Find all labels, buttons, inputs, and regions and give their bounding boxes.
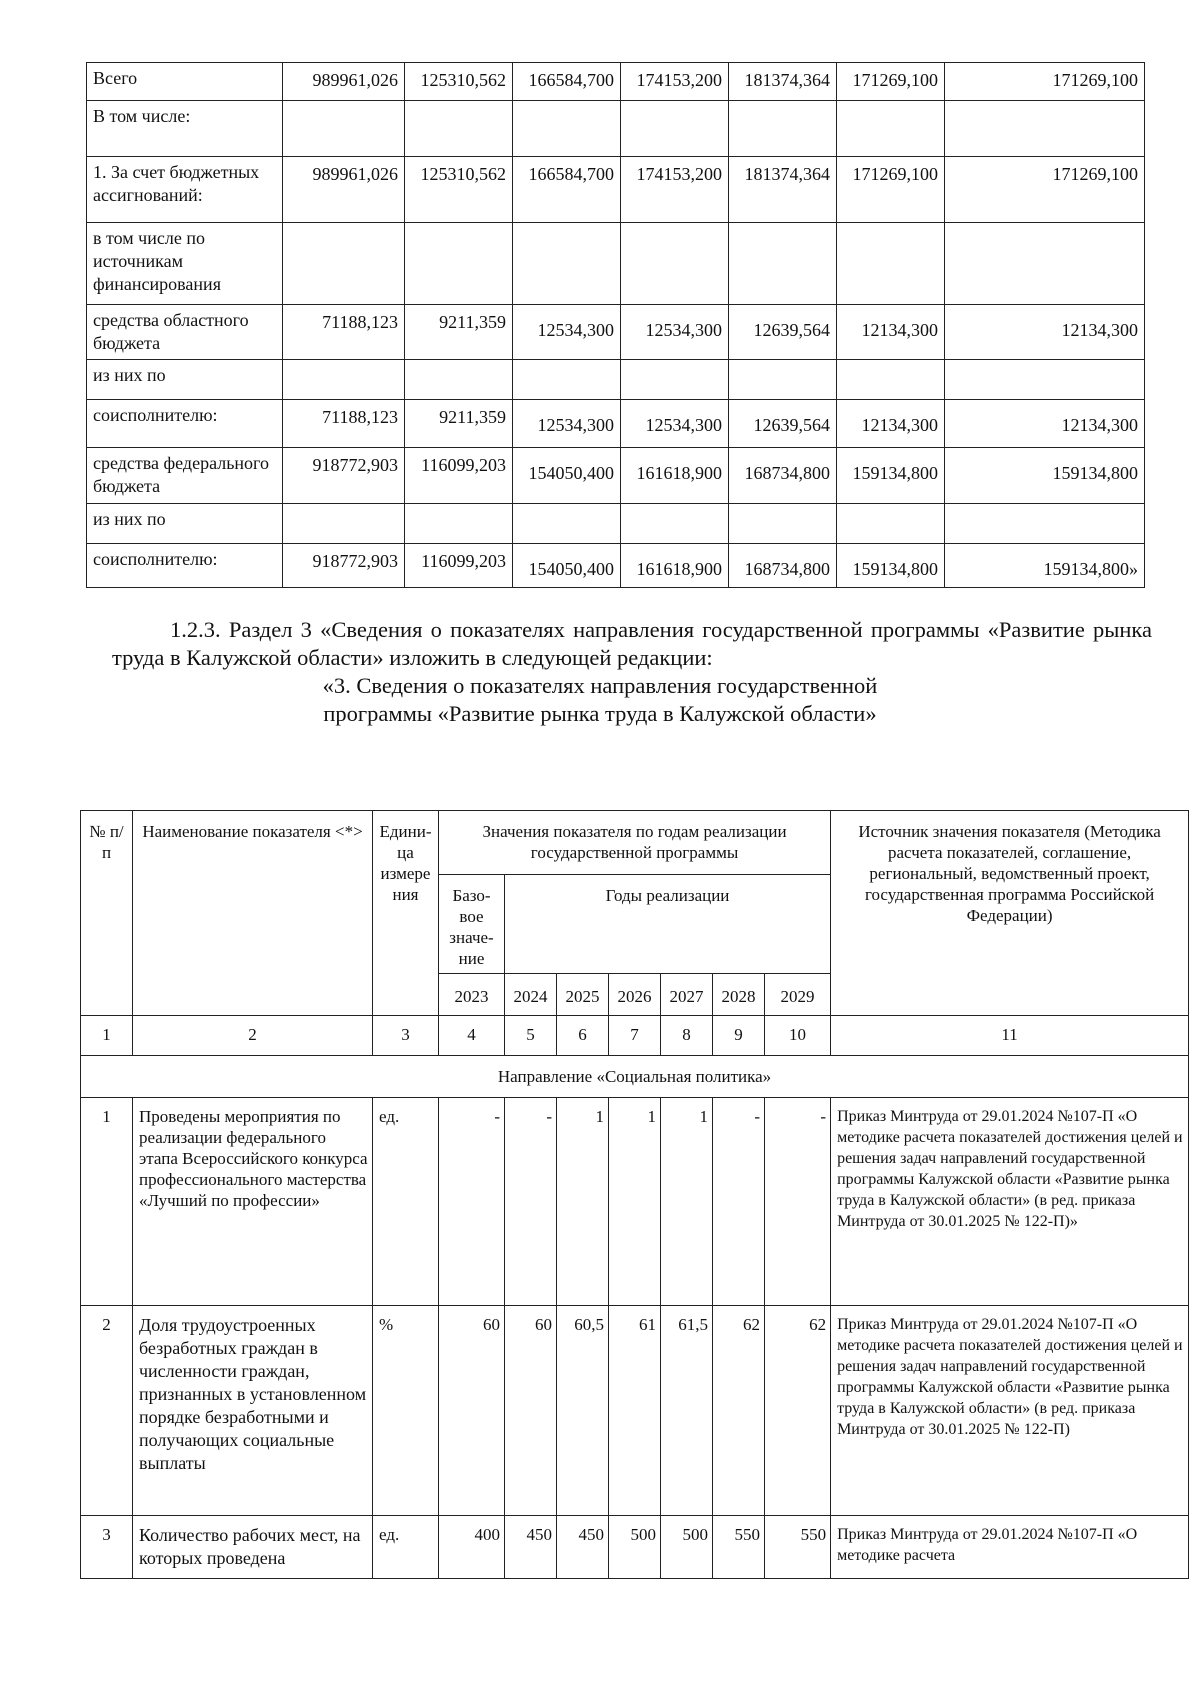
header-year: 2025 (557, 974, 609, 1016)
finance-cell (283, 504, 405, 544)
header-year: 2026 (609, 974, 661, 1016)
section-heading-line-2: программы «Развитие рынка труда в Калужской области» (323, 701, 877, 726)
finance-cell: 171269,100 (945, 157, 1145, 223)
finance-cell (837, 504, 945, 544)
finance-cell: 166584,700 (513, 63, 621, 101)
column-index: 7 (609, 1016, 661, 1056)
column-index: 9 (713, 1016, 765, 1056)
header-num: № п/п (81, 811, 133, 1016)
finance-cell: 9211,359 (405, 305, 513, 360)
finance-row (87, 63, 1145, 101)
indicator-value: 500 (609, 1516, 661, 1579)
finance-cell (837, 223, 945, 305)
indicator-unit: % (373, 1306, 439, 1516)
indicator-value: 400 (439, 1516, 505, 1579)
finance-cell: 12134,300 (837, 305, 945, 360)
finance-cell: 174153,200 (621, 157, 729, 223)
finance-cell: 12134,300 (945, 305, 1145, 360)
indicator-row (81, 1306, 1189, 1516)
header-name: Наименование показателя <*> (133, 811, 373, 1016)
finance-row-label: Всего (87, 63, 283, 101)
finance-cell: 174153,200 (621, 63, 729, 101)
indicator-value: - (505, 1098, 557, 1306)
indicators-table (80, 810, 1189, 1579)
finance-cell: 12534,300 (513, 400, 621, 448)
finance-cell: 159134,800 (837, 448, 945, 504)
finance-cell: 989961,026 (283, 63, 405, 101)
finance-row (87, 400, 1145, 448)
indicator-num: 1 (81, 1098, 133, 1306)
finance-row-label: В том числе: (87, 101, 283, 157)
indicator-value: 61,5 (661, 1306, 713, 1516)
finance-cell (729, 223, 837, 305)
finance-cell: 116099,203 (405, 448, 513, 504)
column-index: 1 (81, 1016, 133, 1056)
finance-cell (945, 101, 1145, 157)
indicator-name: Проведены мероприятия по реализации федерального этапа Всероссийского конкурса профессионального мастерства «Лучший по профессии» (133, 1098, 373, 1306)
header-source: Источник значения показателя (Методика расчета показателей, соглашение, региональный, ведомственный проект, государственная программа Российской Федерации) (831, 811, 1189, 1016)
header-year: 2028 (713, 974, 765, 1016)
finance-cell: 71188,123 (283, 305, 405, 360)
finance-cell: 161618,900 (621, 544, 729, 588)
finance-cell: 12134,300 (945, 400, 1145, 448)
finance-cell: 125310,562 (405, 157, 513, 223)
finance-cell: 9211,359 (405, 400, 513, 448)
finance-cell: 12639,564 (729, 305, 837, 360)
column-index: 8 (661, 1016, 713, 1056)
finance-row-label: соисполнителю: (87, 544, 283, 588)
indicator-value: 550 (713, 1516, 765, 1579)
indicator-value: 60 (439, 1306, 505, 1516)
finance-cell (945, 504, 1145, 544)
header-values-group: Значения показателя по годам реализации государственной программы (439, 811, 831, 875)
column-index: 5 (505, 1016, 557, 1056)
finance-cell: 12534,300 (621, 400, 729, 448)
indicator-value: 62 (765, 1306, 831, 1516)
finance-row (87, 305, 1145, 360)
finance-row (87, 448, 1145, 504)
finance-cell: 168734,800 (729, 448, 837, 504)
finance-table (86, 62, 1145, 588)
indicator-value: 60 (505, 1306, 557, 1516)
finance-cell: 12534,300 (513, 305, 621, 360)
finance-row-label: 1. За счет бюджетных ассигнований: (87, 157, 283, 223)
indicator-value: 1 (661, 1098, 713, 1306)
finance-cell: 181374,364 (729, 157, 837, 223)
finance-cell (405, 223, 513, 305)
finance-cell (837, 360, 945, 400)
column-index: 3 (373, 1016, 439, 1056)
finance-row-label: средства областного бюджета (87, 305, 283, 360)
column-index: 4 (439, 1016, 505, 1056)
section-heading-line-1: «3. Сведения о показателях направления государственной (322, 673, 878, 698)
indicator-row (81, 1516, 1189, 1579)
indicator-source: Приказ Минтруда от 29.01.2024 №107-П «О методике расчета показателей достижения целей и решения задач направлений государственной программы Калужской области «Развитие рынка труда в Калужской области» (в ред. приказа Минтруда от 30.01.2025 № 122-П) (831, 1306, 1189, 1516)
finance-row (87, 157, 1145, 223)
finance-row (87, 544, 1145, 588)
finance-cell: 71188,123 (283, 400, 405, 448)
finance-cell: 154050,400 (513, 448, 621, 504)
finance-cell: 12534,300 (621, 305, 729, 360)
finance-cell: 168734,800 (729, 544, 837, 588)
indicator-unit: ед. (373, 1098, 439, 1306)
finance-cell: 12134,300 (837, 400, 945, 448)
indicator-value: - (713, 1098, 765, 1306)
indicator-unit: ед. (373, 1516, 439, 1579)
finance-row (87, 360, 1145, 400)
finance-cell (729, 360, 837, 400)
header-year: 2029 (765, 974, 831, 1016)
header-base: Базо-вое значе-ние (439, 875, 505, 974)
indicator-value: 62 (713, 1306, 765, 1516)
indicator-num: 2 (81, 1306, 133, 1516)
indicator-name: Количество рабочих мест, на которых проведена (133, 1516, 373, 1579)
finance-cell (513, 360, 621, 400)
finance-row-label: в том числе по источникам финансирования (87, 223, 283, 305)
finance-row-label: из них по (87, 360, 283, 400)
finance-cell (405, 101, 513, 157)
indicator-value: - (765, 1098, 831, 1306)
finance-row (87, 101, 1145, 157)
finance-cell: 159134,800 (837, 544, 945, 588)
indicator-row (81, 1098, 1189, 1306)
indicator-source: Приказ Минтруда от 29.01.2024 №107-П «О методике расчета (831, 1516, 1189, 1579)
indicator-name: Доля трудоустроенных безработных граждан в численности граждан, признанных в установленном порядке безработными и получающих социальные выплаты (133, 1306, 373, 1516)
finance-cell (513, 223, 621, 305)
finance-cell (621, 223, 729, 305)
indicator-source: Приказ Минтруда от 29.01.2024 №107-П «О методике расчета показателей достижения целей и решения задач направлений государственной программы Калужской области «Развитие рынка труда в Калужской области» (в ред. приказа Минтруда от 30.01.2025 № 122-П)» (831, 1098, 1189, 1306)
finance-cell (405, 360, 513, 400)
finance-cell (283, 223, 405, 305)
indicator-value: 550 (765, 1516, 831, 1579)
finance-cell (621, 101, 729, 157)
finance-cell: 161618,900 (621, 448, 729, 504)
finance-cell (621, 504, 729, 544)
finance-cell (405, 504, 513, 544)
column-index: 2 (133, 1016, 373, 1056)
indicator-num: 3 (81, 1516, 133, 1579)
indicator-value: 450 (505, 1516, 557, 1579)
section-title: Направление «Социальная политика» (81, 1056, 1189, 1098)
finance-cell (729, 101, 837, 157)
finance-cell: 125310,562 (405, 63, 513, 101)
finance-cell (513, 504, 621, 544)
finance-cell: 159134,800 (945, 448, 1145, 504)
finance-row-label: из них по (87, 504, 283, 544)
finance-cell (945, 223, 1145, 305)
finance-cell (837, 101, 945, 157)
header-years-group: Годы реализации (505, 875, 831, 974)
finance-cell: 181374,364 (729, 63, 837, 101)
column-index: 10 (765, 1016, 831, 1056)
finance-cell: 154050,400 (513, 544, 621, 588)
finance-row (87, 504, 1145, 544)
indicator-value: 60,5 (557, 1306, 609, 1516)
finance-cell: 12639,564 (729, 400, 837, 448)
header-year: 2024 (505, 974, 557, 1016)
finance-cell: 171269,100 (837, 157, 945, 223)
finance-cell (283, 360, 405, 400)
finance-cell: 171269,100 (945, 63, 1145, 101)
finance-row-label: соисполнителю: (87, 400, 283, 448)
header-year: 2027 (661, 974, 713, 1016)
indicator-value: 500 (661, 1516, 713, 1579)
header-year: 2023 (439, 974, 505, 1016)
finance-row (87, 223, 1145, 305)
finance-row-label: средства федерального бюджета (87, 448, 283, 504)
indicator-value: 61 (609, 1306, 661, 1516)
finance-cell (945, 360, 1145, 400)
finance-cell (283, 101, 405, 157)
column-index: 11 (831, 1016, 1189, 1056)
finance-cell: 918772,903 (283, 544, 405, 588)
finance-cell (513, 101, 621, 157)
finance-cell: 166584,700 (513, 157, 621, 223)
finance-cell: 159134,800» (945, 544, 1145, 588)
finance-cell: 116099,203 (405, 544, 513, 588)
amendment-paragraph: 1.2.3. Раздел 3 «Сведения о показателях направления государственной программы «Развитие рынка труда в Калужской области» изложить в следующей редакции: (112, 617, 1152, 670)
header-unit: Едини-ца измере ния (373, 811, 439, 1016)
indicator-value: 450 (557, 1516, 609, 1579)
indicator-value: 1 (557, 1098, 609, 1306)
finance-cell: 918772,903 (283, 448, 405, 504)
finance-cell: 989961,026 (283, 157, 405, 223)
finance-cell: 171269,100 (837, 63, 945, 101)
indicator-value: - (439, 1098, 505, 1306)
finance-cell (621, 360, 729, 400)
finance-cell (729, 504, 837, 544)
column-index: 6 (557, 1016, 609, 1056)
indicator-value: 1 (609, 1098, 661, 1306)
